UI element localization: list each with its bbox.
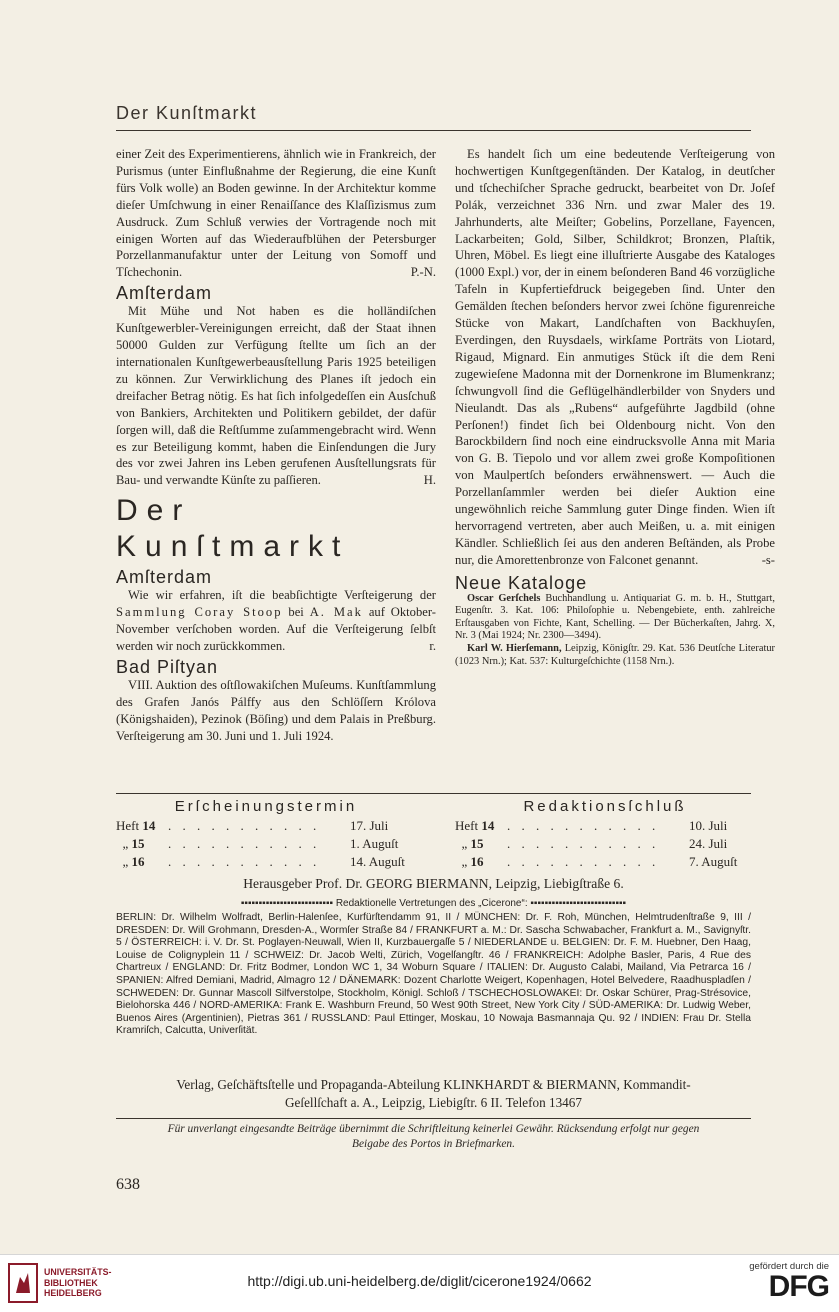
digitization-footer xyxy=(0,1254,839,1312)
left-paragraph-3: Wie wir erfahren, iſt die beabſichtigte Verſteigerung der Sammlung Coray Stoop bei A. Mak auf Oktober-November verſchoben worden. Auf die Verſteigerung ſelbſt werden wir noch zurückkommen. r. xyxy=(116,588,436,653)
schedule-row: „ 15 . . . . . . . . . . . 1. Auguſt xyxy=(122,836,399,851)
dfg-wordmark: DFG xyxy=(768,1270,829,1303)
catalog-entry-2: Karl W. Hierſemann, Leipzig, Königſtr. 29. Kat. 536 Deutſche Literatur (1023 Nrn.); Kat. 537: Kulturgeſchichte (1158 Nrn.). xyxy=(455,643,775,667)
running-header: Der Kunſtmarkt xyxy=(116,103,258,123)
left-paragraph-2: Mit Mühe und Not haben es die holländiſchen Kunſtgewerbler-Vereinigungen erreicht, daß der Staat ihnen 50000 Gulden zur Verfügung ſtellte um ſich an der internationalen Kunſtgewerbeausſtellung Paris 1925 beteiligen zu können. Zur Verwirklichung des Planes iſt jedoch ein dreifacher Betrag nötig. Es hat ſich infolgedeſſen ein Ausſchuß von Bankiers, Architekten und Politikern gebildet, der dafür ſorgen will, daß die Reſtſumme zuſammengebracht wird. Wenn es zur Beteiligung kommt, haben die Einſendungen die Jury des vor zwei Jahren ins Leben gerufenen Ausſtellungsrats für Bau- und verwandte Künſte zu paſſieren. H. xyxy=(116,304,436,488)
publication-schedule xyxy=(116,798,416,871)
schedule-title: Erſcheinungstermin xyxy=(174,798,358,815)
section-heading-neue-kataloge: Neue Kataloge xyxy=(455,572,588,593)
signature: P.-N. xyxy=(410,265,436,280)
right-column xyxy=(455,146,775,668)
submission-notice: Für unverlangt eingesandte Beiträge übernimmt die Schriftleitung keinerlei Gewähr. Rücksendung erfolgt nur gegen Beigabe des Portos in Briefmarken. xyxy=(167,1123,700,1150)
signature: -s- xyxy=(761,552,775,567)
schedule-row: „ 16 . . . . . . . . . . . 14. Auguſt xyxy=(122,854,405,869)
permalink-url[interactable]: http://digi.ub.uni-heidelberg.de/diglit/cicerone1924/0662 xyxy=(247,1273,592,1289)
section-heading-bad-pistyan: Bad Piſtyan xyxy=(116,656,219,677)
funded-by-label: gefördert durch die xyxy=(749,1261,829,1272)
section-heading-amsterdam-2: Amſterdam xyxy=(116,567,213,588)
left-column xyxy=(116,146,436,744)
signature: H. xyxy=(423,473,436,488)
header-divider xyxy=(116,130,751,131)
representatives-list: BERLIN: Dr. Wilhelm Wolfradt, Berlin-Halenſee, Kurfürſtendamm 91, II / MÜNCHEN: Dr. F. Roh, München, Helmtrudenſtraße 9, III / DRESDEN: Dr. Will Grohmann, Dresden-A., Wormſer Straße 84 / FRANKFURT a. M.: Dr. Sascha Schwabacher, Frankfurt a. M., Savignyſtr. 5 / ÖSTERREICH: i. V. Dr. St. Poglayen-Neuwall, Wien II, Kurzbauergaſſe 5 / NIEDERLANDE u. BELGIEN: Dr. F. M. Huebner, Den Haag, Louise de Colignyplein 11 / SCHWEIZ: Dr. Jacob Welti, Zürich, Vogelſangſtr. 46 / FRANKREICH: Adolphe Basler, Paris, 4 Rue des Chartreux / ENGLAND: Dr. Fritz Bodmer, London WC 1, 34 Woburn Square / ITALIEN: Dr. Augusto Calabi, Mailand, Via Petrarca 16 / SPANIEN: Alfred Demiani, Madrid, Almagro 12 / DÄNEMARK: Dozent Charlotte Weigert, Kopenhagen, Hotel Belvedere, Raadhuspladſen / SCHWEDEN: Dr. Gunnar Mascoll Silfverstolpe, Stockholm, Königl. Schloß / TSCHECHOSLOWAKEI: Dr. Oskar Schürer, Prag-Strésovice, Bielohorska 446 / NORD-AMERIKA: Frank E. Washburn Freund, 50 West 90th Street, New York City / SÜD-AMERIKA: Dr. Ludwig Weber, Buenos Aires (Argentinien), Pietras 361 / RUSSLAND: Paul Ettinger, Moskau, 10 Nowaja Basmannaja Qu. 92 / INDIEN: Frau Dr. Stella Kramriſch, Calcutta, Univerſität. xyxy=(116,912,751,1037)
schedule-title: Redaktionsſchluß xyxy=(523,798,687,815)
schedule-row: „ 16 . . . . . . . . . . . 7. Auguſt xyxy=(461,854,738,869)
schedule-row: Heft 14 . . . . . . . . . . . 10. Juli xyxy=(455,818,728,833)
schedule-row: Heft 14 . . . . . . . . . . . 17. Juli xyxy=(116,818,389,833)
dfg-logo[interactable] xyxy=(749,1261,829,1302)
verlag-block: Verlag, Geſchäftsſtelle und Propaganda-Abteilung KLINKHARDT & BIERMANN, Kommandit- Geſellſchaft a. A., Leipzig, Liebigſtr. 6 II. Telefon 13467 xyxy=(176,1077,691,1110)
signature: r. xyxy=(429,638,436,653)
catalog-entry-1: Oscar Gerſchels Buchhandlung u. Antiquariat G. m. b. H., Stuttgart, Eugenſtr. 3. Kat. 106: Philoſophie u. Nebengebiete, enth. zahlreiche Erſtausgaben von Fichte, Kant, Schelling. — Der Bücherkaſten, Jahrg. X, Nr. 3 (Mai 1924; Nr. 2300—3494). xyxy=(455,592,775,642)
schedule-divider xyxy=(116,793,751,794)
schedule-row: „ 15 . . . . . . . . . . . 24. Juli xyxy=(461,836,728,851)
left-paragraph-4: VIII. Auktion des oſtſlowakiſchen Muſeums. Kunſtſammlung des Grafen Janós Pálffy aus den Schlöſſern Królova (Königshaiden), Pezinok (Böſing) und dem Palais in Preßburg. Verſteigerung am 30. Juni und 1. Juli 1924. xyxy=(116,677,436,743)
section-heading-kunstmarkt: Der Kunſtmarkt xyxy=(116,494,350,564)
left-paragraph-1: einer Zeit des Experimentierens, ähnlich wie in Frankreich, der Purismus (unter Einflußnahme der Regierung, die eine Kunſt fürs Volk wolle) an Boden gewinne. In der Architektur komme dieſer Umſchwung in einer Renaiſſance des Klaſſizismus zum Ausdruck. Zum Schluß verwies der Vortragende noch mit einigen Worten auf das Wiederaufblühen der Petersburger Porzellanmanufaktur unter der Leitung von Somoff und Tſchechonin. P.-N. xyxy=(116,147,436,280)
notice-divider xyxy=(116,1118,751,1119)
page-number: 638 xyxy=(116,1176,140,1193)
library-name: UNIVERSITÄTS- BIBLIOTHEK HEIDELBERG xyxy=(44,1267,112,1299)
section-heading-amsterdam: Amſterdam xyxy=(116,283,213,304)
editorial-deadline-schedule xyxy=(455,798,755,871)
publisher-line: Herausgeber Prof. Dr. GEORG BIERMANN, Leipzig, Liebigſtraße 6. xyxy=(243,876,624,891)
representatives-heading: ▪▪▪▪▪▪▪▪▪▪▪▪▪▪▪▪▪▪▪▪▪▪▪▪▪▪ Redaktionelle Vertretungen des „Cicerone“: ▪▪▪▪▪▪▪▪▪▪▪▪▪▪▪▪▪▪▪▪▪▪▪▪▪▪▪ xyxy=(240,898,627,909)
right-paragraph-1: Es handelt ſich um eine bedeutende Verſteigerung von hochwertigen Kunſtgegenſtänden. Der Katalog, in deutſcher und tſchechiſcher Sprache gedruckt, bearbeitet von Dr. Joſef Polák, verzeichnet 336 Nrn. und zwar Maler des 19. Jahrhunderts, alte Meiſter; Gobelins, Porzellane, Fayencen, Lackarbeiten; Gold, Silber, Schildkrot; Bronzen, Plaſtik, Uhren, Möbel. Es liegt eine illuſtrierte Ausgabe des Kataloges (1000 Expl.) vor, der in einem beſonderen Band 46 vorzügliche Tafeln in Kupfertiefdruck beigegeben ſind. Unter den Gemälden ſtechen beſonders hervor zwei ſchöne figurenreiche Stücke von Makart, Landſchaften von Backhuyſen, Everdingen, den Ruysdaels, wirkſame Porträts von Liotard, Rigaud, Mignard. Ein anmutiges Stück iſt die dem Reni zugewieſene Madonna mit der Dornenkrone im Blumenkranz; ſchwungvoll ſind die Geflügelhändlerbilder von Snyders und Nieulandt. Das als „Rubens“ aufgeführte Jagdbild (ohne Perſonen!) findet ſich bei Oldenbourg nicht. Von den Barockbildern ſind noch eine eindrucksvolle Anna mit Maria von G. B. Tiepolo und vor allem zwei große Kompoſitionen von Maulpertſch beſonders erwähnenswert. — Auch die Porzellanſammler werden bei dieſer Auktion eine ungewöhnlich reiche Sammlung guter Dinge finden. Wien iſt hervorragend vertreten, aber auch Meißen, u. a. mit einigen Kändler. Schließlich ſei aus den anderen Beſtänden, als Probe nur, die Amorettenbronze von Falconet genannt. -s- xyxy=(455,147,775,567)
